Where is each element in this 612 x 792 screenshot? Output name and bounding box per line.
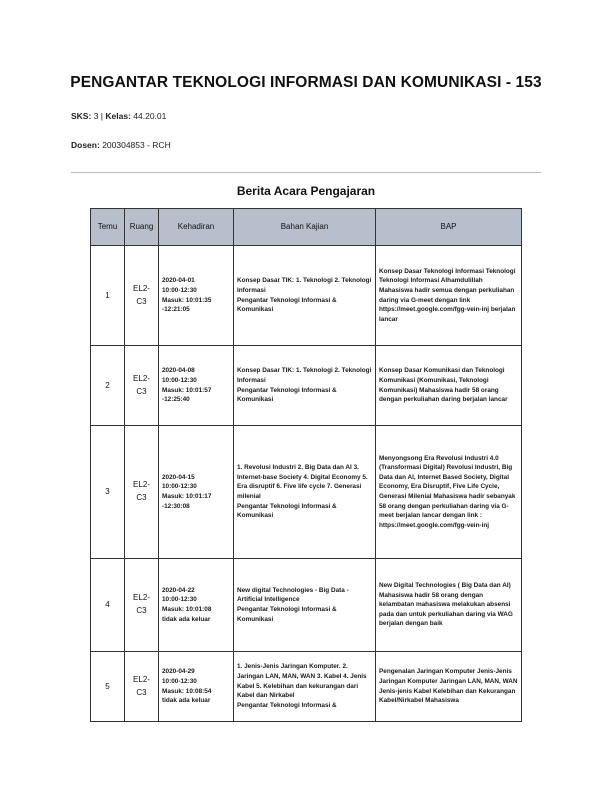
page-title: PENGANTAR TEKNOLOGI INFORMASI DAN KOMUNIKASI - 153 — [70, 74, 542, 91]
cell-bap: Pengenalan Jaringan Komputer Jenis-Jenis Jaringan Komputer Jaringan LAN, MAN, WAN Jenis-jenis Kabel Kelebihan dan Kekurangan Kabel/Nirkabel Mahasiswa — [376, 652, 522, 722]
cell-temu: 5 — [91, 652, 125, 722]
cell-ruang: EL2-C3 — [125, 246, 159, 346]
lecturer-meta — [71, 140, 171, 150]
cell-temu: 4 — [91, 559, 125, 652]
cell-ruang: EL2-C3 — [125, 652, 159, 722]
dosen-label: Dosen: — [71, 140, 100, 150]
cell-ruang: EL2-C3 — [125, 346, 159, 426]
cell-temu: 2 — [91, 346, 125, 426]
cell-bahan-kajian: Konsep Dasar TIK: 1. Teknologi 2. Teknologi Informasi Pengantar Teknologi Informasi & Komunikasi — [234, 246, 376, 346]
table-row — [91, 652, 522, 722]
cell-bahan-kajian: New digital Technologies - Big Data - Artificial Intelligence Pengantar Teknologi Informasi & Komunikasi — [234, 559, 376, 652]
table-row — [91, 426, 522, 559]
cell-bap: Konsep Dasar Komunikasi dan Teknologi Komunikasi (Komunikasi, Teknologi Komunikasi) Mahasiswa hadir 58 orang dengan perkuliahan daring berjalan lancar — [376, 346, 522, 426]
table-row — [91, 346, 522, 426]
cell-temu: 3 — [91, 426, 125, 559]
cell-kehadiran: 2020-04-29 10:00-12:30 Masuk: 10:08:54 tidak ada keluar — [159, 652, 234, 722]
cell-bap: New Digital Technologies ( Big Data dan AI) Mahasiswa hadir 58 orang dengan kelambatan mahasiswa melakukan absensi pada dan untuk perkuliahan daring via WAG berjalan dengan baik — [376, 559, 522, 652]
cell-kehadiran: 2020-04-01 10:00-12:30 Masuk: 10:01:35 -12:21:05 — [159, 246, 234, 346]
col-header-temu: Temu — [91, 209, 125, 246]
cell-kehadiran: 2020-04-15 10:00-12:30 Masuk: 10:01:17 -12:30:08 — [159, 426, 234, 559]
sks-value: 3 — [93, 111, 99, 121]
sks-label: SKS: — [71, 111, 92, 121]
kelas-label: Kelas: — [105, 111, 131, 121]
cell-kehadiran: 2020-04-08 10:00-12:30 Masuk: 10:01:57 -12:25:40 — [159, 346, 234, 426]
col-header-ruang: Ruang — [125, 209, 159, 246]
col-header-bap: BAP — [376, 209, 522, 246]
cell-bap: Menyongsong Era Revolusi Industri 4.0 (Transformasi Digital) Revolusi Industri, Big Data dan AI, Internet Based Society, Digital Economy, Era Disruptif, Five Life Cycle, Generasi Milenial Mahasiswa hadir sebanyak 58 orang dengan perkuliahan daring via G-meet berjalan lancar dengan link : https://meet.google.com/fgg-vein-inj — [376, 426, 522, 559]
cell-ruang: EL2-C3 — [125, 426, 159, 559]
header-divider — [71, 172, 541, 173]
cell-bap: Konsep Dasar Teknologi Informasi Teknologi Teknologi Informasi Alhamdulillah Mahasiswa hadir semua dengan perkuliahan daring via G-meet dengan link https://meet.google.com/fgg-vein-inj berjalan lancar — [376, 246, 522, 346]
cell-temu: 1 — [91, 246, 125, 346]
kelas-value: 44.20.01 — [133, 111, 167, 121]
table-row — [91, 246, 522, 346]
cell-kehadiran: 2020-04-22 10:00-12:30 Masuk: 10:01:08 tidak ada keluar — [159, 559, 234, 652]
col-header-bahan-kajian: Bahan Kajian — [234, 209, 376, 246]
teaching-log-table — [90, 208, 522, 722]
cell-bahan-kajian: 1. Revolusi Industri 2. Big Data dan AI 3. Internet-base Society 4. Digital Economy 5. Era disruptif 6. Five life cycle 7. Generasi milenial Pengantar Teknologi Informasi & Komunikasi — [234, 426, 376, 559]
cell-ruang: EL2-C3 — [125, 559, 159, 652]
table-row — [91, 559, 522, 652]
cell-bahan-kajian: 1. Jenis-Jenis Jaringan Komputer. 2. Jaringan LAN, MAN, WAN 3. Kabel 4. Jenis Kabel 5. Kelebihan dan kekurangan dari Kabel dan Nirkabel Pengantar Teknologi Informasi & — [234, 652, 376, 722]
dosen-value: 200304853 - RCH — [102, 140, 171, 150]
table-header-row — [91, 209, 522, 246]
section-title: Berita Acara Pengajaran — [236, 184, 376, 198]
cell-bahan-kajian: Konsep Dasar TIK: 1. Teknologi 2. Teknologi Informasi Pengantar Teknologi Informasi & Komunikasi — [234, 346, 376, 426]
meta-separator: | — [100, 111, 104, 121]
col-header-kehadiran: Kehadiran — [159, 209, 234, 246]
course-meta — [71, 111, 166, 121]
